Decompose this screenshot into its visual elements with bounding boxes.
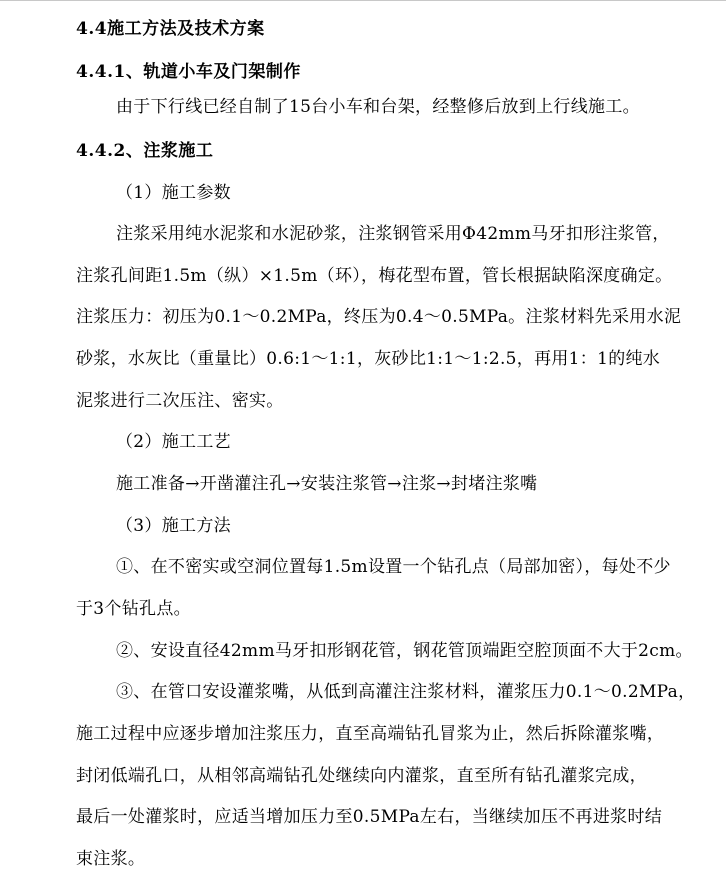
paragraph-parameters-line2: 注浆孔间距1.5m（纵）×1.5m（环），梅花型布置，管长根据缺陷深度确定。 bbox=[76, 266, 673, 286]
paragraph-parameters-line3: 注浆压力：初压为0.1～0.2MPa，终压为0.4～0.5MPa。注浆材料先采用水泥 bbox=[76, 307, 682, 327]
paragraph-method-1-line1: ①、在不密实或空洞位置每1.5m设置一个钻孔点（局部加密），每处不少 bbox=[116, 557, 671, 577]
paragraph-parameters-line4: 砂浆，水灰比（重量比）0.6:1～1:1，灰砂比1:1～1:2.5，再用1：1的纯水 bbox=[76, 349, 661, 369]
paragraph-parameters-line1: 注浆采用纯水泥浆和水泥砂浆，注浆钢管采用Φ42mm马牙扣形注浆管， bbox=[116, 224, 670, 244]
page-top-border bbox=[0, 0, 726, 1]
section-heading-4-4: 4.4施工方法及技术方案 bbox=[76, 19, 265, 39]
item-heading-method: （3）施工方法 bbox=[116, 516, 231, 536]
item-heading-process: （2）施工工艺 bbox=[116, 432, 231, 452]
paragraph-track-cart: 由于下行线已经自制了15台小车和台架，经整修后放到上行线施工。 bbox=[116, 97, 640, 117]
item-heading-parameters: （1）施工参数 bbox=[116, 183, 231, 203]
paragraph-method-3-line3: 封闭低端孔口，从相邻高端钻孔处继续向内灌浆，直至所有钻孔灌浆完成， bbox=[76, 766, 647, 786]
paragraph-parameters-line5: 泥浆进行二次压注、密实。 bbox=[76, 391, 284, 411]
paragraph-method-3-line5: 束注浆。 bbox=[76, 849, 146, 869]
subsection-heading-4-4-2: 4.4.2、注浆施工 bbox=[76, 141, 214, 161]
paragraph-process-flow: 施工准备→开凿灌注孔→安装注浆管→注浆→封堵注浆嘴 bbox=[116, 474, 538, 494]
paragraph-method-3-line1: ③、在管口安设灌浆嘴，从低到高灌注注浆材料，灌浆压力0.1～0.2MPa， bbox=[116, 682, 696, 702]
subsection-heading-4-4-1: 4.4.1、轨道小车及门架制作 bbox=[76, 62, 301, 82]
paragraph-method-1-line2: 于3个钻孔点。 bbox=[76, 599, 191, 619]
paragraph-method-3-line2: 施工过程中应逐步增加注浆压力，直至高端钻孔冒浆为止，然后拆除灌浆嘴， bbox=[76, 724, 665, 744]
paragraph-method-2: ②、安设直径42mm马牙扣形钢花管，钢花管顶端距空腔顶面不大于2cm。 bbox=[116, 641, 693, 661]
paragraph-method-3-line4: 最后一处灌浆时，应适当增加压力至0.5MPa左右，当继续加压不再进浆时结 bbox=[76, 807, 663, 827]
